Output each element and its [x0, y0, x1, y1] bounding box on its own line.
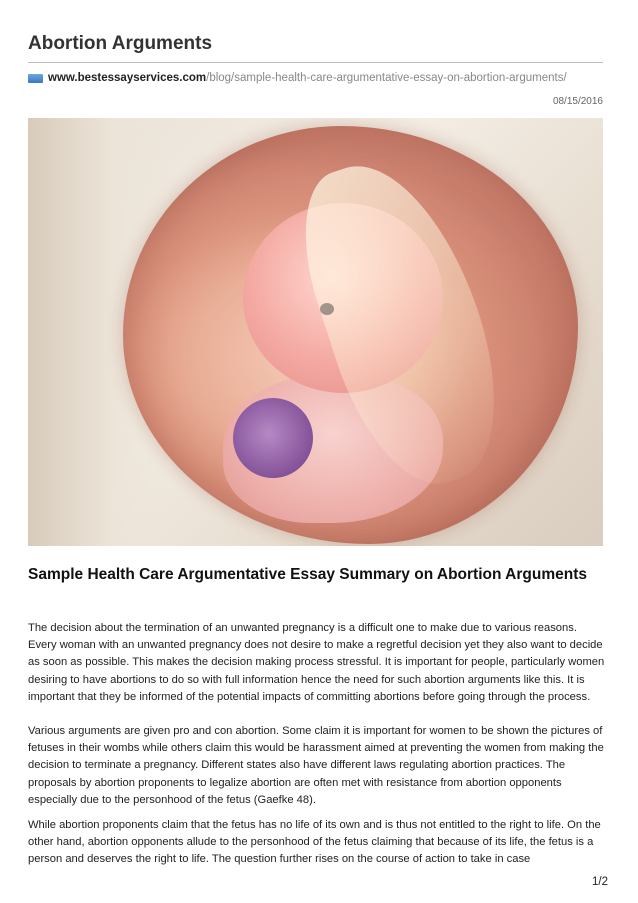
publish-date: 08/15/2016 [552, 96, 603, 107]
source-domain[interactable]: www.bestessayservices.com [48, 72, 207, 84]
source-path[interactable]: /blog/sample-health-care-argumentative-essay-on-abortion-arguments/ [206, 72, 567, 84]
paragraph: The decision about the termination of an unwanted pregnancy is a difficult one to make due to various reasons. Every woman with an unwanted pregnancy does not desire to make a regretful decision yet they also want to decide as soon as possible. This makes the decision making process stressful. It is important for people, particularly women desiring to have abortions to do so with full information hence the need for such abortion arguments like this. It is important that they be informed of the potential impacts of committing abortions before going through the process. [28, 622, 605, 703]
source-url[interactable] [28, 72, 567, 84]
paragraph: Various arguments are given pro and con abortion. Some claim it is important for women to be shown the pictures of fetuses in their wombs while others claim this would be harassment aimed at preventing the women from making the decision to terminate a pregnancy. Different states also have different laws regulating abortion practices. The proposals by abortion proponents to legalize abortion are often met with resistance from abortion opponents especially due to the personhood of the fetus (Gaefke 48). [28, 725, 604, 806]
section-heading: Sample Health Care Argumentative Essay Summary on Abortion Arguments [28, 566, 587, 583]
title-divider [28, 62, 603, 63]
page-title: Abortion Arguments [28, 33, 213, 54]
page-number: 1/2 [592, 876, 608, 888]
photo-organ-shape [233, 398, 313, 478]
paragraph: While abortion proponents claim that the fetus has no life of its own and is thus not entitled to the right to life. On the other hand, abortion opponents allude to the personhood of the fetus claiming that because of its life, the fetus is a person and deserves the right to life. The question further rises on the course of action to take in case [28, 819, 601, 866]
article-photo [28, 118, 603, 546]
site-link-icon [28, 74, 43, 83]
